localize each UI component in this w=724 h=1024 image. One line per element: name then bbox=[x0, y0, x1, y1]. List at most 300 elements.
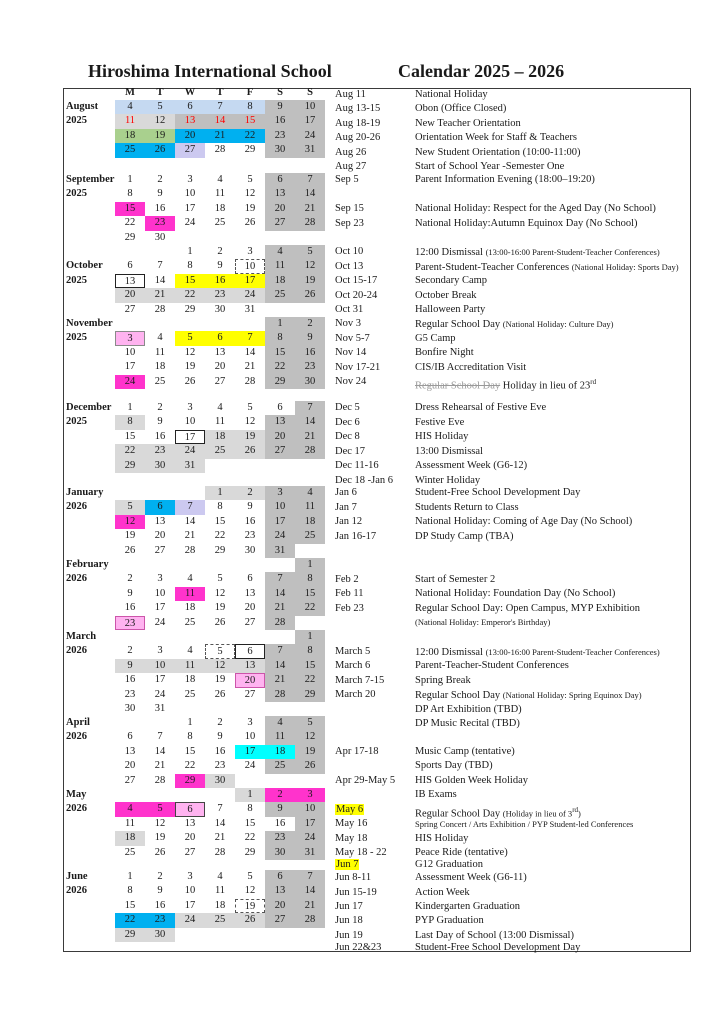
event-text-segment: Student-Free School Development Day bbox=[415, 487, 581, 498]
day-cell: 19 bbox=[295, 274, 325, 288]
day-cell: 18 bbox=[115, 129, 145, 143]
day-cell: 15 bbox=[235, 114, 265, 128]
event-date: March 5 bbox=[335, 645, 371, 657]
day-cell: 24 bbox=[175, 913, 205, 927]
month-label: August bbox=[66, 101, 99, 112]
day-cell: 18 bbox=[175, 601, 205, 615]
event-date: May 18 - 22 bbox=[335, 847, 387, 858]
event-date: Jan 16-17 bbox=[335, 530, 377, 542]
event-text-segment: Spring Concert / Arts Exhibition / PYP Student-led Conferences bbox=[415, 819, 634, 829]
month-year-label: 2025 bbox=[66, 115, 87, 127]
event-text-segment: (Holiday in lieu of 3 bbox=[502, 808, 573, 818]
event-text-segment: 13:00 Dismissal bbox=[415, 445, 483, 457]
month-year-label: 2025 bbox=[66, 416, 87, 428]
day-cell: 19 bbox=[145, 831, 175, 845]
day-cell: 7 bbox=[145, 259, 175, 273]
day-cell: 24 bbox=[145, 688, 175, 702]
day-cell: 26 bbox=[235, 913, 265, 927]
event-text bbox=[415, 832, 468, 846]
day-cell: 25 bbox=[175, 616, 205, 630]
day-cell: 23 bbox=[205, 759, 235, 773]
day-cell: 16 bbox=[145, 430, 175, 444]
event-text-segment: Start of Semester 2 bbox=[415, 573, 496, 585]
weekday-header-cell: T bbox=[156, 87, 164, 98]
day-cell: 30 bbox=[205, 303, 235, 317]
event-text bbox=[415, 515, 632, 529]
day-cell: 6 bbox=[205, 331, 235, 345]
event-date: Jun 17 bbox=[335, 901, 363, 912]
day-cell: 9 bbox=[265, 802, 295, 816]
event-text-segment: G12 Graduation bbox=[415, 859, 483, 870]
day-cell: 3 bbox=[265, 486, 295, 500]
day-cell: 13 bbox=[265, 884, 295, 898]
event-text-segment: Parent Information Evening (18:00–19:20) bbox=[415, 174, 595, 185]
day-cell: 6 bbox=[175, 802, 205, 816]
event-text-segment: G5 Camp bbox=[415, 332, 456, 344]
day-cell: 1 bbox=[265, 317, 295, 331]
day-cell: 29 bbox=[265, 375, 295, 389]
day-cell: 19 bbox=[175, 360, 205, 374]
day-cell: 11 bbox=[175, 587, 205, 601]
day-cell: 15 bbox=[175, 745, 205, 759]
event-text bbox=[415, 941, 580, 955]
day-cell: 10 bbox=[175, 187, 205, 201]
day-cell: 10 bbox=[295, 100, 325, 114]
day-cell: 18 bbox=[175, 673, 205, 687]
day-cell: 17 bbox=[145, 673, 175, 687]
day-cell: 21 bbox=[205, 129, 235, 143]
day-cell: 3 bbox=[295, 788, 325, 802]
event-text bbox=[415, 717, 520, 731]
day-cell: 24 bbox=[295, 831, 325, 845]
day-cell: 31 bbox=[295, 143, 325, 157]
event-text-segment: Action Week bbox=[415, 886, 470, 898]
event-text bbox=[415, 659, 569, 673]
day-cell: 9 bbox=[205, 259, 235, 273]
day-cell: 6 bbox=[145, 500, 175, 514]
day-cell: 26 bbox=[115, 544, 145, 558]
event-date: Feb 11 bbox=[335, 588, 364, 599]
day-cell: 28 bbox=[295, 444, 325, 458]
event-date: Sep 15 bbox=[335, 203, 364, 214]
day-cell: 27 bbox=[235, 616, 265, 630]
event-text-segment: National Holiday: Coming of Age Day (No School) bbox=[415, 516, 633, 527]
day-cell: 8 bbox=[115, 884, 145, 898]
event-date: Dec 17 bbox=[335, 445, 366, 457]
day-cell: 30 bbox=[145, 459, 175, 473]
day-cell: 5 bbox=[175, 331, 205, 345]
day-cell: 13 bbox=[265, 187, 295, 201]
day-cell: 29 bbox=[235, 846, 265, 860]
event-text bbox=[415, 445, 483, 459]
weekday-header-cell: S bbox=[277, 87, 283, 98]
day-cell: 23 bbox=[265, 831, 295, 845]
day-cell: 11 bbox=[175, 659, 205, 673]
event-date: Aug 20-26 bbox=[335, 132, 381, 143]
day-cell: 6 bbox=[235, 644, 265, 658]
day-cell: 6 bbox=[265, 401, 295, 415]
day-cell: 2 bbox=[295, 317, 325, 331]
day-cell: 2 bbox=[145, 173, 175, 187]
day-cell: 30 bbox=[265, 846, 295, 860]
event-text-segment: New Teacher Orientation bbox=[415, 117, 521, 129]
day-cell: 12 bbox=[235, 415, 265, 429]
day-cell: 23 bbox=[145, 216, 175, 230]
day-cell: 26 bbox=[175, 375, 205, 389]
event-text bbox=[415, 173, 595, 187]
event-date: Nov 24 bbox=[335, 376, 367, 387]
day-cell: 16 bbox=[145, 202, 175, 216]
event-date: Nov 14 bbox=[335, 347, 367, 358]
day-cell: 26 bbox=[145, 143, 175, 157]
day-cell: 14 bbox=[205, 114, 235, 128]
day-cell: 9 bbox=[145, 415, 175, 429]
day-cell: 25 bbox=[265, 759, 295, 773]
event-text bbox=[415, 260, 679, 275]
day-cell: 16 bbox=[265, 114, 295, 128]
day-cell: 17 bbox=[235, 274, 265, 288]
day-cell: 20 bbox=[115, 288, 145, 302]
day-cell: 31 bbox=[295, 846, 325, 860]
month-label: June bbox=[66, 871, 88, 882]
day-cell: 27 bbox=[115, 774, 145, 788]
day-cell: 17 bbox=[265, 515, 295, 529]
day-cell: 5 bbox=[235, 173, 265, 187]
month-label: March bbox=[66, 631, 97, 642]
day-cell: 24 bbox=[175, 216, 205, 230]
day-cell: 5 bbox=[235, 401, 265, 415]
event-text bbox=[415, 703, 522, 717]
day-cell: 26 bbox=[295, 759, 325, 773]
event-text bbox=[415, 289, 477, 303]
day-cell: 14 bbox=[145, 274, 175, 288]
day-cell: 28 bbox=[265, 616, 295, 630]
day-cell: 13 bbox=[175, 817, 205, 831]
day-cell: 16 bbox=[145, 899, 175, 913]
event-text-segment: HIS Golden Week Holiday bbox=[415, 774, 528, 786]
day-cell: 30 bbox=[145, 928, 175, 942]
day-cell: 12 bbox=[115, 515, 145, 529]
event-text-segment: Parent-Teacher-Student Conferences bbox=[415, 660, 569, 671]
event-text-segment: DP Music Recital (TBD) bbox=[415, 717, 520, 729]
day-cell: 8 bbox=[235, 802, 265, 816]
day-cell: 27 bbox=[265, 913, 295, 927]
day-cell: 20 bbox=[235, 601, 265, 615]
day-cell: 27 bbox=[115, 303, 145, 317]
event-text bbox=[415, 688, 642, 703]
event-date: Aug 27 bbox=[335, 161, 367, 172]
event-text-segment: Regular School Day bbox=[415, 690, 503, 701]
event-date: Apr 17-18 bbox=[335, 745, 379, 757]
day-cell: 21 bbox=[295, 430, 325, 444]
day-cell: 2 bbox=[145, 401, 175, 415]
event-text-segment: Halloween Party bbox=[415, 304, 486, 315]
day-cell: 1 bbox=[175, 716, 205, 730]
day-cell: 22 bbox=[115, 216, 145, 230]
day-cell: 4 bbox=[175, 644, 205, 658]
day-cell: 28 bbox=[205, 143, 235, 157]
event-text-segment: Bonfire Night bbox=[415, 347, 474, 358]
month-year-label: 2025 bbox=[66, 274, 87, 286]
day-cell: 15 bbox=[265, 346, 295, 360]
day-cell: 14 bbox=[295, 187, 325, 201]
day-cell: 26 bbox=[235, 444, 265, 458]
day-cell: 8 bbox=[205, 500, 235, 514]
day-cell: 22 bbox=[205, 529, 235, 543]
day-cell: 20 bbox=[265, 430, 295, 444]
month-label: January bbox=[66, 487, 104, 498]
day-cell: 13 bbox=[235, 659, 265, 673]
weekday-header-cell: W bbox=[184, 87, 196, 98]
day-cell: 24 bbox=[115, 375, 145, 389]
day-cell: 14 bbox=[235, 346, 265, 360]
day-cell: 3 bbox=[175, 870, 205, 884]
day-cell: 8 bbox=[115, 187, 145, 201]
day-cell: 25 bbox=[175, 688, 205, 702]
day-cell: 23 bbox=[205, 288, 235, 302]
day-cell: 19 bbox=[235, 202, 265, 216]
day-cell: 5 bbox=[145, 100, 175, 114]
day-cell: 28 bbox=[295, 913, 325, 927]
event-text-segment: Regular School Day bbox=[415, 380, 501, 392]
highlighted-date: May 6 bbox=[336, 803, 364, 815]
day-cell: 15 bbox=[115, 202, 145, 216]
day-cell: 14 bbox=[295, 884, 325, 898]
day-cell: 15 bbox=[115, 899, 145, 913]
day-cell: 30 bbox=[145, 231, 175, 245]
calendar-year-title: Calendar 2025 – 2026 bbox=[398, 61, 565, 81]
day-cell: 9 bbox=[265, 100, 295, 114]
day-cell: 7 bbox=[265, 644, 295, 658]
day-cell: 28 bbox=[175, 544, 205, 558]
day-cell: 21 bbox=[145, 288, 175, 302]
day-cell: 9 bbox=[295, 331, 325, 345]
day-cell: 4 bbox=[205, 401, 235, 415]
day-cell: 6 bbox=[175, 100, 205, 114]
event-text bbox=[415, 332, 456, 346]
day-cell: 5 bbox=[235, 870, 265, 884]
day-cell: 22 bbox=[115, 913, 145, 927]
day-cell: 22 bbox=[295, 673, 325, 687]
month-label: December bbox=[66, 402, 112, 413]
event-text bbox=[415, 645, 660, 660]
day-cell: 14 bbox=[295, 415, 325, 429]
event-text-segment: National Holiday:Autumn Equinox Day (No School) bbox=[415, 217, 638, 229]
day-cell: 30 bbox=[295, 375, 325, 389]
day-cell: 16 bbox=[235, 515, 265, 529]
day-cell: 8 bbox=[295, 644, 325, 658]
day-cell: 29 bbox=[115, 231, 145, 245]
day-cell: 9 bbox=[205, 730, 235, 744]
event-date: Apr 29-May 5 bbox=[335, 774, 396, 786]
day-cell: 5 bbox=[295, 716, 325, 730]
event-text-segment: Kindergarten Graduation bbox=[415, 901, 521, 912]
weekday-header-cell: T bbox=[216, 87, 224, 98]
day-cell: 12 bbox=[295, 259, 325, 273]
day-cell: 12 bbox=[205, 587, 235, 601]
event-text-segment: National Holiday: Respect for the Aged Day (No School) bbox=[415, 203, 656, 214]
day-cell: 7 bbox=[295, 870, 325, 884]
day-cell: 23 bbox=[235, 529, 265, 543]
day-cell: 11 bbox=[205, 884, 235, 898]
month-year-label: 2026 bbox=[66, 731, 87, 743]
day-cell: 29 bbox=[115, 459, 145, 473]
day-cell: 25 bbox=[115, 846, 145, 860]
weekday-header-cell: F bbox=[246, 87, 254, 98]
day-cell: 25 bbox=[265, 288, 295, 302]
day-cell: 18 bbox=[145, 360, 175, 374]
day-cell: 23 bbox=[265, 129, 295, 143]
day-cell: 10 bbox=[235, 259, 265, 273]
event-date: Aug 18-19 bbox=[335, 117, 381, 129]
day-cell: 22 bbox=[115, 444, 145, 458]
event-date: Oct 10 bbox=[335, 246, 364, 257]
event-date: Oct 15-17 bbox=[335, 275, 378, 286]
event-text bbox=[415, 501, 519, 515]
day-cell: 4 bbox=[205, 870, 235, 884]
day-cell: 16 bbox=[205, 274, 235, 288]
day-cell: 26 bbox=[205, 688, 235, 702]
day-cell: 14 bbox=[175, 515, 205, 529]
day-cell: 30 bbox=[205, 774, 235, 788]
event-text bbox=[415, 774, 528, 788]
event-text-segment: Holiday in lieu of 23 bbox=[500, 380, 591, 392]
day-cell: 10 bbox=[235, 730, 265, 744]
event-text-segment: Obon (Office Closed) bbox=[415, 103, 507, 114]
day-cell: 27 bbox=[145, 544, 175, 558]
event-text-segment: CIS/IB Accreditation Visit bbox=[415, 361, 527, 373]
day-cell: 4 bbox=[175, 572, 205, 586]
event-date: Jun 8-11 bbox=[335, 872, 372, 883]
day-cell: 12 bbox=[145, 817, 175, 831]
event-text bbox=[415, 530, 514, 544]
day-cell: 21 bbox=[145, 759, 175, 773]
event-text-segment: ) bbox=[578, 808, 581, 818]
event-text-segment: PYP Graduation bbox=[415, 915, 484, 926]
event-date: Aug 11 bbox=[335, 88, 366, 100]
day-cell: 1 bbox=[205, 486, 235, 500]
event-text-segment: Start of School Year -Semester One bbox=[415, 161, 565, 172]
day-cell: 17 bbox=[175, 430, 205, 444]
day-cell: 24 bbox=[265, 529, 295, 543]
event-text-segment: New Student Orientation (10:00-11:00) bbox=[415, 146, 581, 158]
day-cell: 13 bbox=[175, 114, 205, 128]
event-text-segment: Festive Eve bbox=[415, 416, 465, 428]
event-text-segment: Orientation Week for Staff & Teachers bbox=[415, 132, 577, 143]
event-text bbox=[415, 871, 527, 885]
day-cell: 24 bbox=[235, 759, 265, 773]
day-cell: 14 bbox=[145, 745, 175, 759]
day-cell: 1 bbox=[115, 401, 145, 415]
day-cell: 31 bbox=[175, 459, 205, 473]
day-cell: 15 bbox=[205, 515, 235, 529]
event-text-segment: (13:00-16:00 Parent-Student-Teacher Conferences) bbox=[485, 247, 660, 257]
event-text bbox=[415, 788, 457, 802]
event-text-segment: Peace Ride (tentative) bbox=[415, 847, 508, 858]
day-cell: 20 bbox=[115, 759, 145, 773]
day-cell: 18 bbox=[265, 745, 295, 759]
event-text-segment: Assessment Week (G6-11) bbox=[415, 872, 527, 883]
day-cell: 18 bbox=[265, 274, 295, 288]
day-cell: 17 bbox=[115, 360, 145, 374]
event-text-segment: rd bbox=[590, 378, 597, 386]
day-cell: 3 bbox=[235, 716, 265, 730]
event-text-segment: Music Camp (tentative) bbox=[415, 745, 515, 757]
day-cell: 21 bbox=[295, 202, 325, 216]
month-label: April bbox=[66, 717, 90, 728]
day-cell: 7 bbox=[295, 401, 325, 415]
event-date bbox=[335, 803, 364, 817]
event-date: Jan 12 bbox=[335, 516, 363, 527]
day-cell: 1 bbox=[235, 788, 265, 802]
event-text-segment: Student-Free School Development Day bbox=[415, 941, 581, 953]
day-cell: 26 bbox=[235, 216, 265, 230]
day-cell: 22 bbox=[235, 129, 265, 143]
event-text bbox=[415, 817, 633, 832]
day-cell: 21 bbox=[235, 360, 265, 374]
day-cell: 16 bbox=[205, 745, 235, 759]
day-cell: 7 bbox=[205, 802, 235, 816]
day-cell: 23 bbox=[145, 913, 175, 927]
day-cell: 19 bbox=[205, 601, 235, 615]
day-cell: 12 bbox=[145, 114, 175, 128]
day-cell: 4 bbox=[295, 486, 325, 500]
event-text bbox=[415, 317, 614, 332]
day-cell: 26 bbox=[295, 288, 325, 302]
day-cell: 13 bbox=[115, 274, 145, 288]
day-cell: 24 bbox=[145, 616, 175, 630]
day-cell: 25 bbox=[295, 529, 325, 543]
day-cell: 29 bbox=[175, 303, 205, 317]
event-date: Dec 18 -Jan 6 bbox=[335, 474, 394, 486]
day-cell: 6 bbox=[235, 572, 265, 586]
day-cell: 27 bbox=[265, 444, 295, 458]
day-cell: 2 bbox=[265, 788, 295, 802]
day-cell: 2 bbox=[115, 644, 145, 658]
day-cell: 12 bbox=[205, 659, 235, 673]
day-cell: 10 bbox=[175, 884, 205, 898]
event-text-segment: Parent-Student-Teacher Conferences bbox=[415, 261, 572, 273]
event-text bbox=[415, 202, 656, 216]
day-cell: 23 bbox=[295, 360, 325, 374]
event-date: Aug 13-15 bbox=[335, 103, 381, 114]
day-cell: 22 bbox=[175, 759, 205, 773]
day-cell: 17 bbox=[175, 202, 205, 216]
school-title: Hiroshima International School bbox=[88, 61, 332, 81]
event-date: Jan 6 bbox=[335, 487, 357, 498]
day-cell: 25 bbox=[205, 216, 235, 230]
day-cell: 10 bbox=[175, 415, 205, 429]
day-cell: 19 bbox=[115, 529, 145, 543]
day-cell: 4 bbox=[115, 802, 145, 816]
day-cell: 19 bbox=[295, 745, 325, 759]
month-label: October bbox=[66, 260, 103, 272]
day-cell: 13 bbox=[265, 415, 295, 429]
day-cell: 8 bbox=[175, 730, 205, 744]
day-cell: 11 bbox=[265, 259, 295, 273]
day-cell: 13 bbox=[145, 515, 175, 529]
event-date: Jan 7 bbox=[335, 501, 357, 513]
day-cell: 26 bbox=[145, 846, 175, 860]
event-text bbox=[415, 886, 470, 900]
day-cell: 3 bbox=[235, 245, 265, 259]
event-text bbox=[415, 146, 581, 160]
event-date: Dec 11-16 bbox=[335, 460, 379, 471]
day-cell: 9 bbox=[235, 500, 265, 514]
day-cell: 31 bbox=[145, 702, 175, 716]
day-cell: 2 bbox=[115, 572, 145, 586]
day-cell: 3 bbox=[175, 173, 205, 187]
